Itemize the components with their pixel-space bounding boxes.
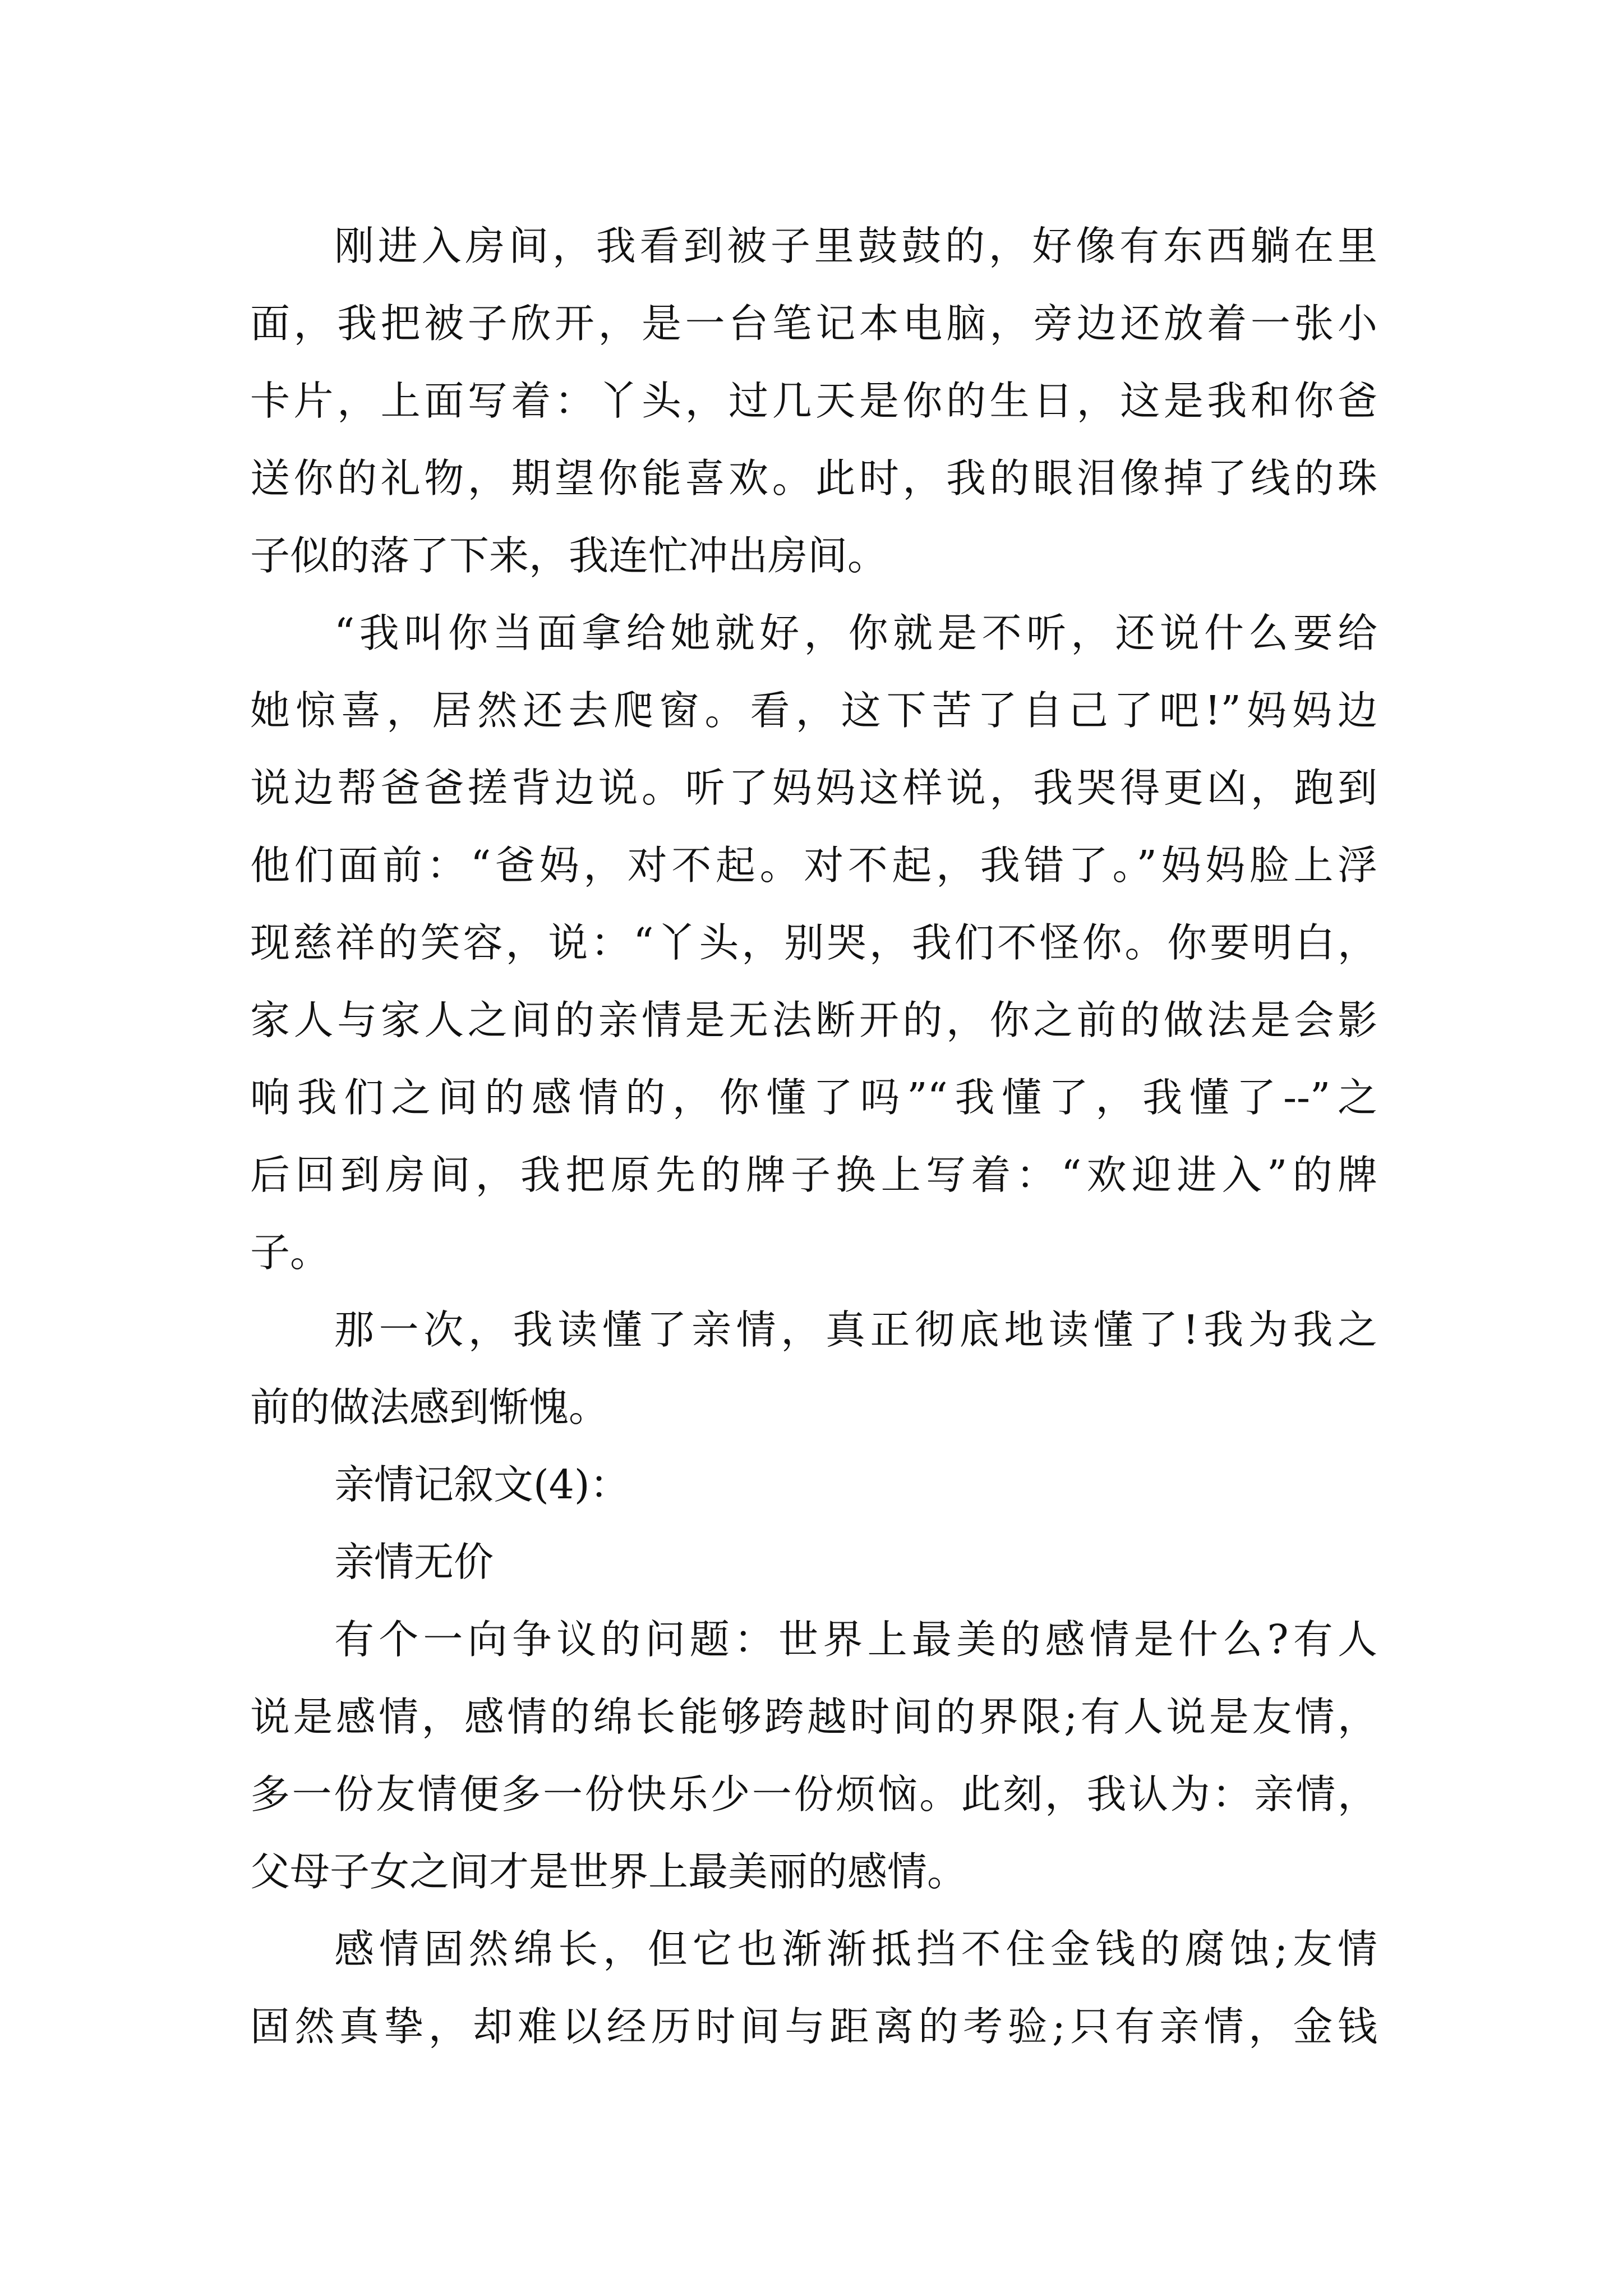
text-line: 说是感情，感情的绵长能够跨越时间的界限;有人说是友情， [250, 1694, 1377, 1740]
text-line: 现慈祥的笑容，说：“丫头，别哭，我们不怪你。你要明白， [250, 919, 1377, 966]
text-line: 后回到房间，我把原先的牌子换上写着：“欢迎进入”的牌 [250, 1152, 1377, 1198]
essay-title: 亲情无价 [334, 1539, 494, 1585]
text-line: 她惊喜，居然还去爬窗。看，这下苦了自己了吧!”妈妈边 [250, 687, 1377, 734]
section-heading: 亲情记叙文(4)： [334, 1461, 630, 1508]
text-line: 他们面前：“爸妈，对不起。对不起，我错了。”妈妈脸上浮 [250, 842, 1377, 889]
text-line: 说边帮爸爸搓背边说。听了妈妈这样说，我哭得更凶，跑到 [250, 765, 1377, 811]
text-line: 固然真挚，却难以经历时间与距离的考验;只有亲情，金钱 [250, 2003, 1377, 2050]
text-line: 子似的落了下来，我连忙冲出房间。 [250, 532, 888, 579]
text-line: 多一份友情便多一份快乐少一份烦恼。此刻，我认为：亲情， [250, 1771, 1377, 1818]
text-line: 刚进入房间，我看到被子里鼓鼓的，好像有东西躺在里 [334, 223, 1377, 269]
text-line: 那一次，我读懂了亲情，真正彻底地读懂了!我为我之 [334, 1306, 1377, 1353]
text-line: 感情固然绵长，但它也渐渐抵挡不住金钱的腐蚀;友情 [334, 1926, 1377, 1972]
text-line: 响我们之间的感情的，你懂了吗”“我懂了，我懂了--”之 [250, 1074, 1377, 1121]
text-line: 父母子女之间才是世界上最美丽的感情。 [250, 1848, 967, 1895]
document-body [250, 208, 1377, 2065]
text-line: 有个一向争议的问题：世界上最美的感情是什么?有人 [334, 1616, 1377, 1663]
text-line: 前的做法感到惭愧。 [250, 1384, 609, 1430]
text-line: 卡片，上面写着：丫头，过几天是你的生日，这是我和你爸 [250, 378, 1377, 424]
text-line: 子。 [250, 1229, 330, 1276]
text-line: 送你的礼物，期望你能喜欢。此时，我的眼泪像掉了线的珠 [250, 455, 1377, 501]
text-line: “我叫你当面拿给她就好，你就是不听，还说什么要给 [334, 610, 1377, 656]
text-line: 家人与家人之间的亲情是无法断开的，你之前的做法是会影 [250, 997, 1377, 1043]
text-line: 面，我把被子欣开，是一台笔记本电脑，旁边还放着一张小 [250, 300, 1377, 347]
